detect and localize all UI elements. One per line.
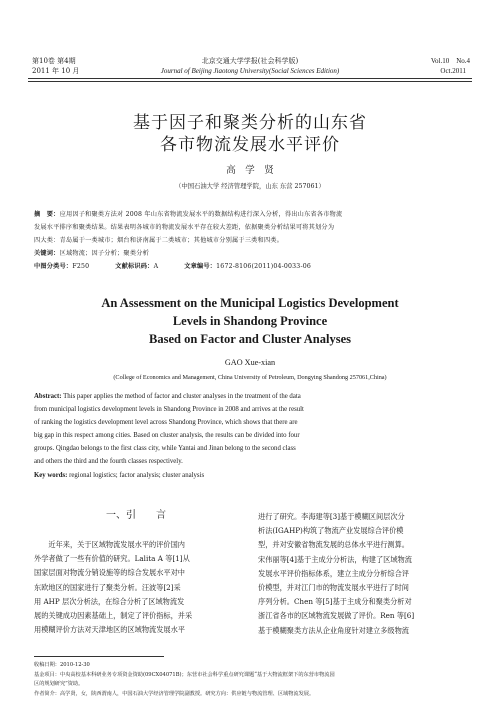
abstract-cn-line2: 发展水平排序和聚类结果。结果表明各城市的物流发展水平存在较大差距，依据聚类分析结果可将其划分为 bbox=[34, 224, 335, 231]
keywords-en-text: regional logistics; factor analysis; cluster analysis bbox=[69, 472, 205, 479]
abstract-cn-label: 摘 要： bbox=[34, 211, 60, 218]
header-month: Oct.2011 bbox=[440, 67, 466, 75]
body-right-line: 发展水平评价指标体系，建立主成分分析综合评 bbox=[258, 568, 409, 578]
body-right-line: 基于模糊聚类方法从企业角度针对建立多级物流 bbox=[258, 625, 409, 635]
abstract-en-text1: This paper applies the method of factor and cluster analyses in the treatment of the data bbox=[63, 393, 301, 400]
keywords-en-label: Key words: bbox=[34, 472, 68, 479]
body-left-line: 展的关键成功因素基础上，制定了评价指标，并采 bbox=[34, 611, 193, 621]
abstract-en-line5: groups. Qingdao belongs to the first class city, while Yantai and Jinan belong to the second class bbox=[34, 445, 296, 452]
abstract-en-line2: from municipal logistics development levels in Shandong Province in 2008 and arrives at the result bbox=[34, 406, 304, 413]
doc-code-value: A bbox=[153, 263, 159, 270]
keywords-cn bbox=[34, 249, 149, 258]
body-right-line: 价模型，并对江门市的物流发展水平进行了时间 bbox=[258, 583, 409, 593]
footnote-funding-cont: 区的规划研究”资助。 bbox=[34, 681, 84, 687]
abstract-en-label: Abstract: bbox=[34, 393, 62, 400]
footnote-author-bio: 作者简介：高学贤，女，陕西渭南人，中国石油大学经济管理学院副教授。研究方向：供应链与物流管理、区域物流发展。 bbox=[34, 691, 315, 697]
journal-name-cn: 北京交通大学学报(社会科学版) bbox=[201, 57, 299, 65]
header-issue: 第10卷 第4期 bbox=[32, 57, 76, 65]
abstract-en-line1 bbox=[34, 392, 301, 401]
body-left-line: 国家层面对物流分销设施等的综合发展水平对中 bbox=[34, 568, 185, 578]
abstract-cn-line3: 四大类：青岛属于一类城市；烟台和济南属于二类城市；其他城市分别属于三类和四类。 bbox=[34, 237, 284, 244]
abstract-cn-line1 bbox=[34, 210, 342, 219]
affiliation-cn: （中国石油大学 经济管理学院，山东 东营 257061） bbox=[175, 183, 325, 190]
body-right-line: 型，并对安徽省物流发展的总体水平进行测算。 bbox=[258, 540, 409, 550]
clc-label: 中图分类号： bbox=[34, 263, 73, 270]
body-right-line: 浙江省各市的区域物流发展做了评价。Ren 等[6] bbox=[258, 611, 415, 621]
article-no-value: 1672-8106(2011)04-0033-06 bbox=[216, 263, 312, 270]
title-en-line2: Levels in Shandong Province bbox=[172, 314, 328, 328]
body-right-line: 析法(IGAHP)构筑了物流产业发展综合评价模 bbox=[258, 526, 404, 536]
body-right-line: 进行了研究。李海建等[3]基于模糊区间层次分 bbox=[258, 512, 405, 521]
section-heading-introduction: 一、引 言 bbox=[106, 510, 166, 521]
header-volume: Vol.10 No.4 bbox=[430, 57, 470, 65]
keywords-cn-label: 关键词： bbox=[34, 250, 60, 257]
author-cn: 高 学 贤 bbox=[226, 165, 274, 176]
article-no-label: 文章编号： bbox=[184, 263, 217, 270]
body-right-column bbox=[258, 510, 414, 638]
classification-row bbox=[34, 262, 311, 271]
header-rule-bottom bbox=[28, 81, 472, 82]
footnote-received: 收稿日期：2010-12-30 bbox=[34, 662, 90, 668]
footnote-funding: 基金项目：中央高校基本科研业务专项资金资助(09CX04071B)；东营市社会科学重点研究课题“基于大物流框架下的东营市物流园 bbox=[34, 672, 335, 678]
header-date: 2011 年 10 月 bbox=[32, 67, 80, 75]
body-left-line: 东欧地区的国家进行了聚类分析。汪波等[2]采 bbox=[34, 582, 181, 592]
clc-value: F250 bbox=[72, 263, 90, 270]
journal-name-en: Journal of Beijing Jiaotong University(Social Sciences Edition) bbox=[160, 67, 340, 75]
body-left-line: 用模糊评价方法对天津地区的区域物流发展水平 bbox=[34, 625, 185, 635]
abstract-en-line4: big gap in this respect among cities. Based on cluster analysis, the results can be divided into four bbox=[34, 432, 300, 439]
body-right-line: 序列分析。Chen 等[5]基于主成分和聚类分析对 bbox=[258, 597, 412, 607]
title-en-line3: Based on Factor and Cluster Analyses bbox=[149, 332, 351, 346]
keywords-cn-text: 区域物流；因子分析；聚类分析 bbox=[59, 250, 149, 257]
abstract-en-line6: and others the third and the fourth classes respectively. bbox=[34, 458, 183, 465]
title-cn-line2: 各市物流发展水平评价 bbox=[160, 135, 340, 155]
affiliation-en: (College of Economics and Management, China University of Petroleum, Dongying Shandong 257061,China) bbox=[113, 374, 387, 381]
abstract-en-line3: of ranking the logistics development level across Shandong Province, which shows that there are bbox=[34, 419, 298, 426]
body-left-line: 外学者做了一些有价值的研究。Lalita A 等[1]从 bbox=[34, 554, 190, 564]
footnote-rule bbox=[34, 656, 164, 657]
doc-code-label: 文献标识码： bbox=[115, 263, 154, 270]
title-cn-line1: 基于因子和聚类分析的山东省 bbox=[133, 113, 367, 133]
body-left-line: 用 AHP 层次分析法，在综合分析了区域物流发 bbox=[34, 596, 185, 606]
abstract-cn-text1: 应用因子和聚类方法对 2008 年山东省物流发展水平的数据结构进行深入分析，得出山东省各市物流 bbox=[59, 211, 343, 218]
header-rule-top bbox=[28, 78, 472, 79]
keywords-en bbox=[34, 471, 204, 480]
body-left-column bbox=[34, 538, 192, 637]
body-right-line: 宋伟丽等[4]基于主成分分析法，构建了区域物流 bbox=[258, 554, 412, 564]
body-left-line: 近年来，关于区域物流发展水平的评价国内 bbox=[34, 540, 185, 549]
author-en: GAO Xue-xian bbox=[224, 358, 276, 367]
title-en-line1: An Assessment on the Municipal Logistics Development bbox=[101, 296, 399, 310]
